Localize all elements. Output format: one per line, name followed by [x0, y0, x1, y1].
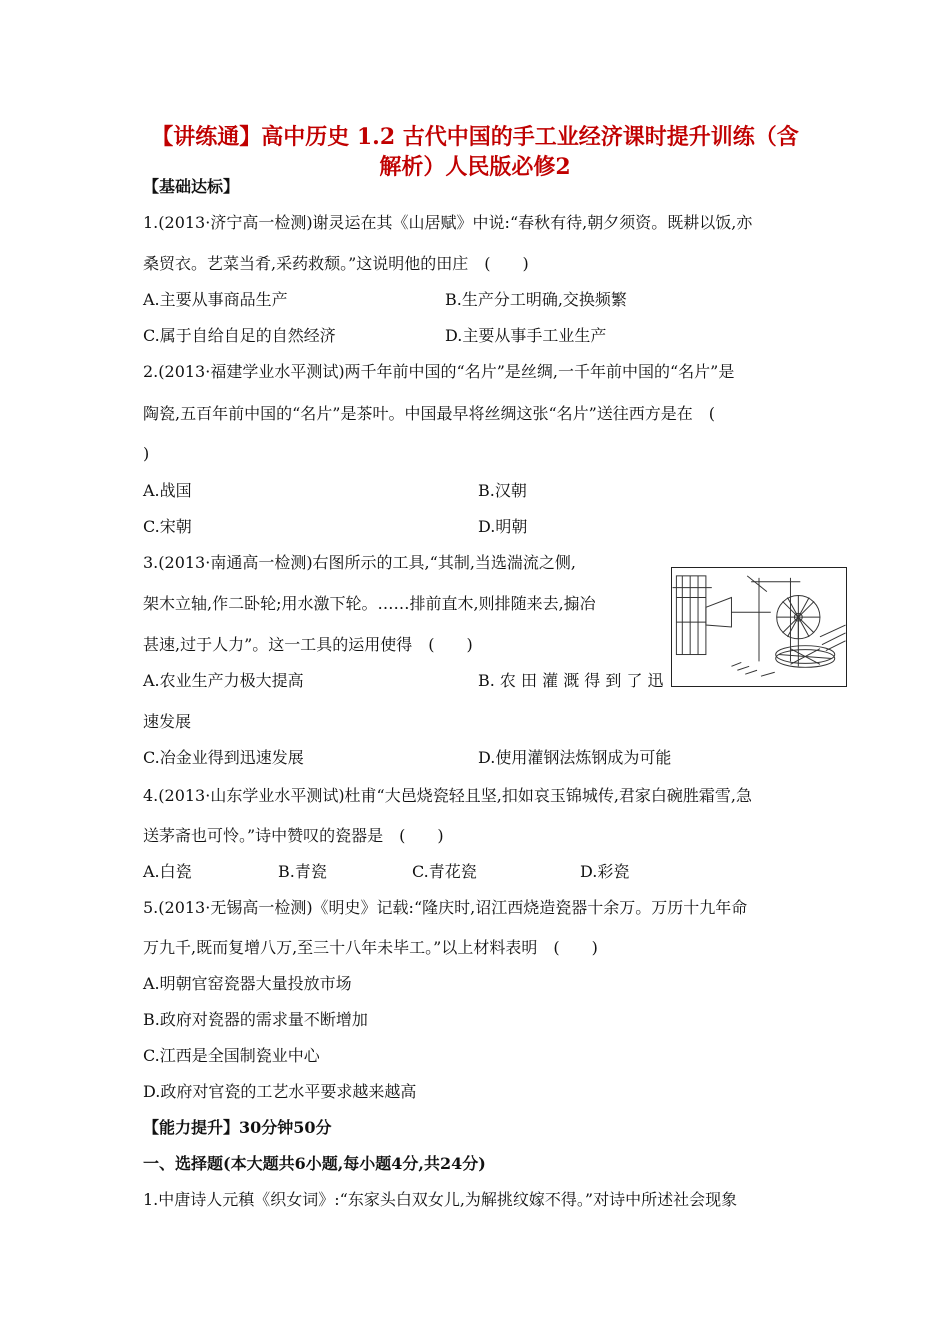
- q4-stem-line-2: 送茅斋也可怜。”诗中赞叹的瓷器是 ( ): [143, 826, 444, 845]
- q5-option-a: A.明朝官窑瓷器大量投放市场: [143, 974, 352, 993]
- q4-stem-line-1: 4.(2013·山东学业水平测试)杜甫“大邑烧瓷轻且坚,扣如哀玉锦城传,君家白碗胜霜雪,急: [143, 786, 752, 805]
- q1-option-b: B.生产分工明确,交换频繁: [445, 290, 627, 309]
- section-choice-heading: 一、选择题(本大题共6小题,每小题4分,共24分): [143, 1154, 486, 1173]
- q3-stem-line-2: 架木立轴,作二卧轮;用水激下轮。……排前直木,则排随来去,搧冶: [143, 594, 596, 613]
- q2-option-b: B.汉朝: [478, 481, 527, 500]
- q2-stem-line-1: 2.(2013·福建学业水平测试)两千年前中国的“名片”是丝绸,一千年前中国的“名片”是: [143, 362, 735, 381]
- q3-option-b-continued: 速发展: [143, 712, 192, 731]
- q4-option-a: A.白瓷: [143, 862, 192, 881]
- title-line-2: 解析）人民版必修2: [379, 154, 571, 180]
- q1-stem-line-1: 1.(2013·济宁高一检测)谢灵运在其《山居赋》中说:“春秋有待,朝夕须资。既耕以饭,亦: [143, 213, 753, 232]
- q4-option-c: C.青花瓷: [412, 862, 477, 881]
- q2-stem-line-3: ): [143, 444, 150, 463]
- q3-option-d: D.使用灌钢法炼钢成为可能: [478, 748, 672, 767]
- document-title: [120, 122, 830, 182]
- q3-option-b: B. 农 田 灌 溉 得 到 了 迅: [478, 671, 664, 690]
- q1-option-d: D.主要从事手工业生产: [445, 326, 607, 345]
- q5-stem-line-1: 5.(2013·无锡高一检测)《明史》记载:“隆庆时,诏江西烧造瓷器十余万。万历十九年命: [143, 898, 748, 917]
- section-basic: 【基础达标】: [143, 177, 240, 196]
- q2-stem-line-2: 陶瓷,五百年前中国的“名片”是茶叶。中国最早将丝绸这张“名片”送往西方是在 (: [143, 404, 716, 423]
- q1-option-c: C.属于自给自足的自然经济: [143, 326, 336, 345]
- q4-option-b: B.青瓷: [278, 862, 327, 881]
- adv-q1-stem-line-1: 1.中唐诗人元稹《织女词》:“东家头白双女儿,为解挑纹嫁不得。”对诗中所述社会现象: [143, 1190, 738, 1209]
- q1-stem-line-2: 桑贸衣。艺菜当肴,采药救颓。”这说明他的田庄 ( ): [143, 254, 529, 273]
- q5-option-c: C.江西是全国制瓷业中心: [143, 1046, 320, 1065]
- q2-option-c: C.宋朝: [143, 517, 192, 536]
- q2-option-d: D.明朝: [478, 517, 528, 536]
- q4-option-d: D.彩瓷: [580, 862, 630, 881]
- water-bellows-illustration: [671, 567, 847, 687]
- water-wheel-drawing: [672, 568, 846, 686]
- q3-stem-line-3: 甚速,过于人力”。这一工具的运用使得 ( ): [143, 635, 473, 654]
- q1-option-a: A.主要从事商品生产: [143, 290, 288, 309]
- q2-option-a: A.战国: [143, 481, 192, 500]
- q3-option-c: C.冶金业得到迅速发展: [143, 748, 304, 767]
- title-line-1: 【讲练通】高中历史 1.2 古代中国的手工业经济课时提升训练（含: [151, 124, 799, 150]
- q5-option-b: B.政府对瓷器的需求量不断增加: [143, 1010, 368, 1029]
- q5-option-d: D.政府对官瓷的工艺水平要求越来越高: [143, 1082, 417, 1101]
- section-advance: 【能力提升】30分钟50分: [143, 1118, 332, 1137]
- q5-stem-line-2: 万九千,既而复增八万,至三十八年未毕工。”以上材料表明 ( ): [143, 938, 598, 957]
- q3-option-a: A.农业生产力极大提高: [143, 671, 304, 690]
- q3-stem-line-1: 3.(2013·南通高一检测)右图所示的工具,“其制,当选湍流之侧,: [143, 553, 576, 572]
